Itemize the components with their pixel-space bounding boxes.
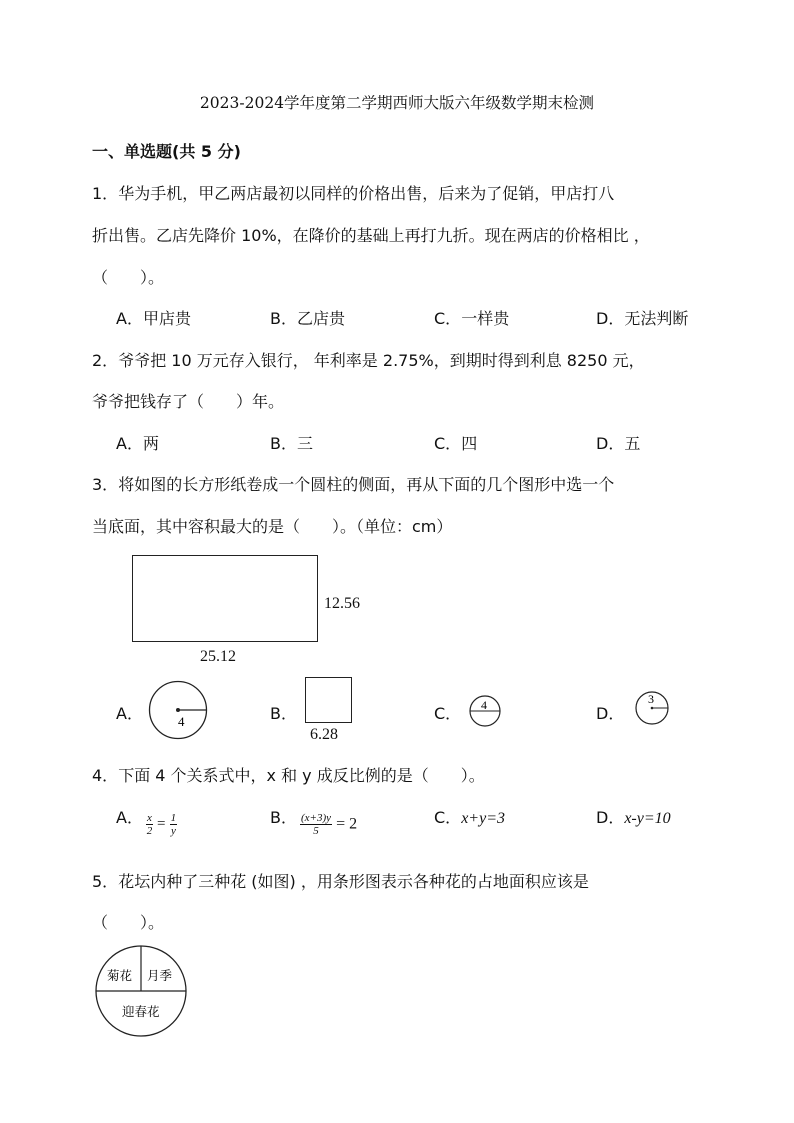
section-label-chrysanthemum: 菊花 [107, 969, 133, 983]
question-1-line-1 [92, 181, 614, 204]
question-number: 2． [92, 351, 119, 370]
square-figure [305, 677, 352, 723]
option-letter: A． [116, 704, 143, 723]
q2-option-d[interactable] [596, 431, 640, 454]
square-side-label: 6.28 [310, 726, 338, 743]
question-text: 将如图的长方形纸卷成一个圆柱的侧面，再从下面的几个图形中选一个 [118, 475, 615, 494]
q4-option-b[interactable] [270, 805, 297, 828]
option-text: 三 [296, 434, 313, 453]
question-number: 1． [92, 184, 119, 203]
option-formula: x-y=10 [624, 810, 671, 827]
option-text: 五 [624, 434, 641, 453]
question-text: 华为手机，甲乙两店最初以同样的价格出售，后来为了促销，甲店打八 [118, 184, 615, 203]
q1-option-d[interactable] [596, 306, 688, 329]
question-text: 下面 4 个关系式中，x 和 y 成反比例的是（ ）。 [118, 766, 485, 785]
circle-diameter-figure [468, 695, 502, 727]
radius-label: 4 [178, 714, 185, 729]
option-text: 四 [461, 434, 478, 453]
q3-option-b[interactable] [270, 701, 297, 724]
fraction: $\frac{(x+3)y}{5}$ [301, 812, 332, 837]
section-heading: 一、单选题(共 5 分) [92, 142, 241, 161]
flower-bed-figure [94, 944, 190, 1040]
question-text: 花坛内种了三种花 (如图) ，用条形图表示各种花的占地面积应该是 [118, 872, 589, 891]
q1-option-c[interactable] [434, 306, 509, 329]
option-text: 一样贵 [461, 309, 510, 328]
q4-option-d[interactable] [596, 805, 671, 828]
page-title: 2023-2024学年度第二学期西师大版六年级数学期末检测 [199, 94, 595, 112]
diameter-label: 4 [481, 698, 487, 712]
question-1-line-2: 折出售。乙店先降价 10%，在降价的基础上再打九折。现在两店的价格相比 ， [92, 226, 650, 245]
fraction: $\frac{1}{y}$ [170, 812, 177, 837]
question-5-line-2: （ ）。 [92, 913, 165, 932]
question-3-line-2: 当底面，其中容积最大的是（ ）。（单位：cm） [92, 517, 453, 536]
q2-option-b[interactable] [270, 431, 313, 454]
option-letter: A． [116, 309, 143, 328]
option-text: 甲店贵 [142, 309, 191, 328]
option-letter: A． [116, 434, 143, 453]
option-letter: C． [434, 808, 462, 827]
q3-option-d[interactable] [596, 701, 624, 724]
radius-label: 3 [648, 692, 654, 706]
option-letter: B． [270, 309, 297, 328]
question-2-line-1 [92, 348, 645, 371]
option-text: 两 [142, 434, 159, 453]
q2-option-c[interactable] [434, 431, 477, 454]
rectangle-paper-figure [132, 555, 318, 642]
fraction: $\frac{x}{2}$ [146, 812, 153, 837]
option-text: 乙店贵 [296, 309, 345, 328]
option-letter: B． [270, 704, 297, 723]
option-letter: C． [434, 309, 462, 328]
q3-option-c[interactable] [434, 701, 461, 724]
q1-option-b[interactable] [270, 306, 345, 329]
option-letter: D． [596, 434, 625, 453]
equals-sign: = 2 [336, 815, 358, 833]
q4-option-c[interactable] [434, 805, 505, 828]
option-formula: x+y=3 [461, 810, 505, 827]
question-1-line-3: （ ）。 [92, 268, 165, 287]
question-5-line-1 [92, 869, 589, 892]
option-letter: B． [270, 434, 297, 453]
option-letter: D． [596, 704, 625, 723]
q4-option-b-formula [300, 812, 357, 837]
option-text: 无法判断 [624, 309, 689, 328]
question-number: 5． [92, 872, 119, 891]
rectangle-height-label: 12.56 [324, 595, 360, 612]
question-text: 爷爷把 10 万元存入银行， 年利率是 2.75%，到期时得到利息 8250 元， [118, 351, 645, 370]
circle-radius-figure [148, 680, 210, 742]
question-number: 4． [92, 766, 119, 785]
question-3-line-1 [92, 472, 614, 495]
option-letter: C． [434, 704, 462, 723]
q4-option-a-formula [146, 812, 177, 837]
question-number: 3． [92, 475, 119, 494]
rectangle-width-label: 25.12 [200, 648, 236, 665]
question-2-line-2: 爷爷把钱存了（ ）年。 [92, 392, 285, 411]
q2-option-a[interactable] [116, 431, 159, 454]
q3-option-a[interactable] [116, 701, 143, 724]
equals-sign: = [157, 816, 166, 832]
option-letter: A． [116, 808, 143, 827]
option-letter: D． [596, 309, 625, 328]
option-letter: B． [270, 808, 297, 827]
section-label-rose: 月季 [147, 969, 173, 983]
question-4-line-1 [92, 763, 485, 786]
q4-option-a[interactable] [116, 805, 143, 828]
option-letter: C． [434, 434, 462, 453]
section-label-jasmine: 迎春花 [122, 1005, 160, 1019]
q1-option-a[interactable] [116, 306, 191, 329]
circle-radius-small-figure [634, 690, 672, 726]
option-letter: D． [596, 808, 625, 827]
